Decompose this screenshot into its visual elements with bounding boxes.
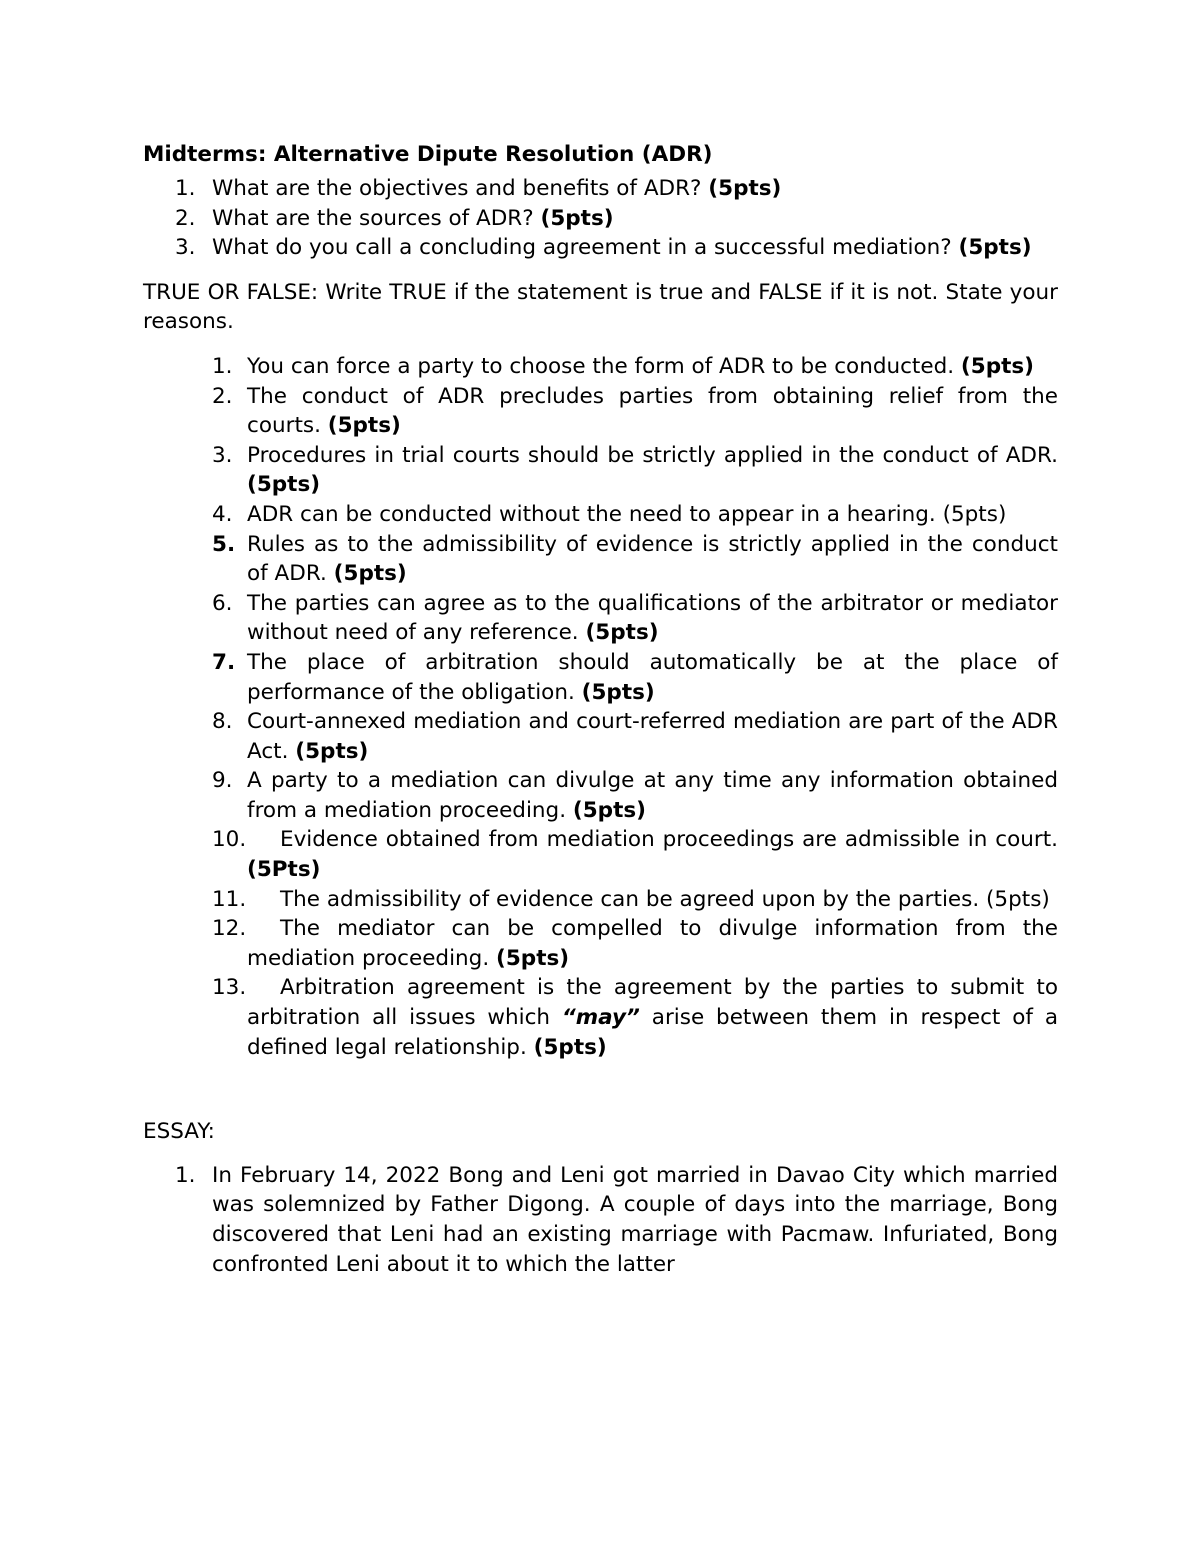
list-item [143, 441, 1058, 500]
item-text: The mediator can be compelled to divulge information from the mediation proceeding. [247, 916, 1058, 971]
item-text: Evidence obtained from mediation proceedings are admissible in court. [280, 827, 1058, 853]
item-number: 6. [212, 590, 233, 616]
item-number: 7. [212, 649, 236, 675]
item-number: 2. [175, 205, 196, 231]
item-points: (5pts) [942, 501, 1007, 527]
item-number: 8. [212, 709, 233, 735]
list-item [143, 914, 1058, 973]
item-points: (5pts) [295, 738, 369, 764]
list-item [143, 500, 1058, 530]
item-points: (5pts) [960, 353, 1034, 379]
item-number: 3. [175, 235, 196, 261]
item-text: Rules as to the admissibility of evidence is strictly applied in the conduct of ADR. [247, 531, 1058, 587]
true-false-list [143, 352, 1058, 1062]
item-points: (5pts) [333, 561, 407, 587]
list-item [143, 825, 1058, 884]
list-item [143, 530, 1058, 589]
list-item [143, 648, 1058, 707]
item-text: The parties can agree as to the qualifications of the arbitrator or mediator without need of any reference. [247, 590, 1058, 646]
item-points: (5pts) [585, 620, 659, 646]
item-number: 11. [212, 886, 247, 912]
list-item [143, 885, 1058, 915]
item-points: (5Pts) [247, 857, 321, 883]
list-item [143, 352, 1058, 382]
item-points: (5pts) [958, 235, 1032, 261]
list-item [143, 382, 1058, 441]
item-text: What are the objectives and benefits of ADR? [212, 176, 702, 201]
item-text: ADR can be conducted without the need to appear in a hearing. [247, 501, 936, 527]
list-item [143, 766, 1058, 825]
list-item [143, 973, 1058, 1062]
item-text: Arbitration agreement is the agreement by the parties to submit to arbitration all issues which [247, 975, 1058, 1031]
item-points: (5pts) [986, 886, 1050, 912]
item-text: The conduct of ADR precludes parties from obtaining relief from the courts. [247, 383, 1058, 439]
item-points: (5pts) [708, 176, 782, 201]
list-item [143, 707, 1058, 766]
question-list [143, 174, 1058, 263]
item-text: The admissibility of evidence can be agreed upon by the parties. [280, 886, 980, 912]
item-points: (5pts) [496, 945, 570, 971]
item-text: You can force a party to choose the form of ADR to be conducted. [247, 353, 955, 379]
essay-heading: ESSAY: [143, 1119, 215, 1145]
item-number: 9. [212, 768, 233, 794]
item-number: 2. [212, 383, 233, 409]
item-points: (5pts) [247, 472, 321, 498]
item-points: (5pts) [581, 679, 655, 705]
item-number: 1. [175, 1162, 196, 1188]
item-text: The place of arbitration should automatically be at the place of performance of the obligation. [247, 649, 1058, 705]
item-text: Procedures in trial courts should be strictly applied in the conduct of ADR. [247, 442, 1058, 468]
item-text: Court-annexed mediation and court-referred mediation are part of the ADR Act. [247, 709, 1058, 764]
item-points: (5pts) [327, 413, 401, 439]
item-number: 13. [212, 975, 247, 1001]
page-title: Midterms: Alternative Dipute Resolution (ADR) [143, 142, 713, 167]
item-number: 12. [212, 916, 247, 942]
item-text: In February 14, 2022 Bong and Leni got married in Davao City which married was solemnized by Father Digong. A couple of days into the marriage, Bong discovered that Leni had an existing marriage with Pacmaw. Infuriated, Bong confronted Leni about it to which the latter [212, 1162, 1058, 1277]
document-body [143, 140, 1058, 1279]
list-item [143, 589, 1058, 648]
item-text: What are the sources of ADR? [212, 205, 534, 231]
item-number: 4. [212, 501, 233, 527]
emphasis-text: “may” [561, 1005, 640, 1031]
item-points: (5pts) [572, 797, 646, 823]
list-item [143, 204, 1058, 234]
list-item [143, 174, 1058, 204]
item-text: arise between them in respect of a defined legal relationship. [247, 1005, 1058, 1060]
item-number: 3. [212, 442, 233, 468]
item-text: A party to a mediation can divulge at any time any information obtained from a mediation proceeding. [247, 768, 1058, 823]
item-number: 10. [212, 827, 247, 853]
essay-list [143, 1161, 1058, 1279]
item-text: What do you call a concluding agreement in a successful mediation? [212, 235, 952, 261]
item-number: 1. [212, 353, 233, 379]
list-item [143, 233, 1058, 263]
item-points: (5pts) [540, 205, 614, 231]
list-item [143, 1161, 1058, 1279]
item-number: 5. [212, 531, 236, 557]
item-number: 1. [175, 176, 196, 201]
item-points: (5pts) [533, 1034, 607, 1060]
true-false-instructions: TRUE OR FALSE: Write TRUE if the statement is true and FALSE if it is not. State your reasons. [143, 279, 1058, 335]
